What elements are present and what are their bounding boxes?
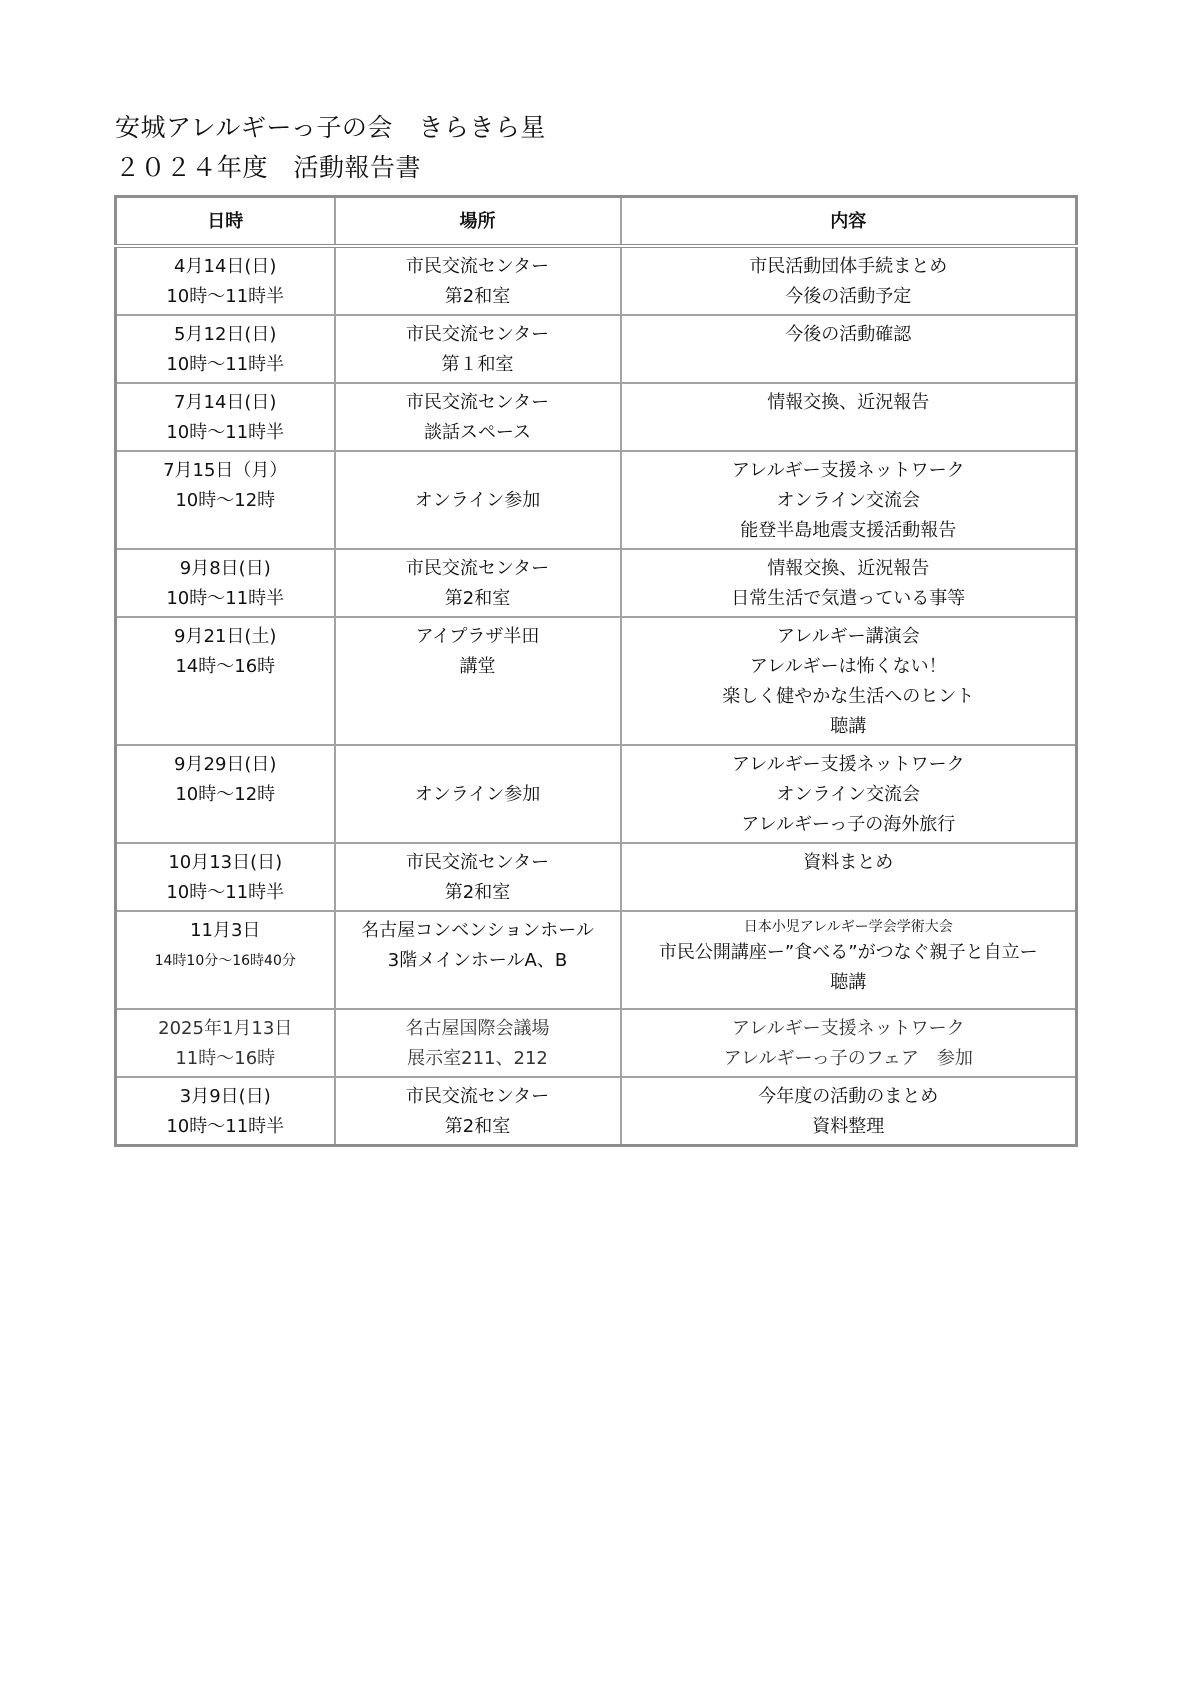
date-cell xyxy=(116,1009,335,1077)
content-line: 資料整理 xyxy=(812,1116,885,1137)
content-cell xyxy=(621,383,1077,451)
document-header xyxy=(115,108,1075,188)
table-row xyxy=(116,246,1077,315)
date-line: 7月15日（月） xyxy=(163,460,288,481)
content-line: 日常生活で気遣っている事等 xyxy=(731,588,966,609)
place-cell xyxy=(335,617,621,745)
time-line: 11時〜16時 xyxy=(175,1048,276,1069)
place-cell xyxy=(335,1009,621,1077)
content-cell xyxy=(621,315,1077,383)
date-line: 9月21日(土) xyxy=(174,626,277,647)
place-line: 展示室211、212 xyxy=(407,1048,548,1069)
content-line: 聴講 xyxy=(830,716,867,737)
place-line: 談話スペース xyxy=(423,422,532,443)
place-line: 第2和室 xyxy=(444,588,511,609)
table-row xyxy=(116,617,1077,745)
content-cell xyxy=(621,1077,1077,1146)
place-cell xyxy=(335,451,621,549)
content-cell xyxy=(621,1009,1077,1077)
date-line: 4月14日(日) xyxy=(174,256,277,277)
content-line: 楽しく健やかな生活へのヒント xyxy=(722,686,975,707)
content-line: アレルギーっ子の海外旅行 xyxy=(741,814,956,835)
place-line: オンライン参加 xyxy=(414,784,541,805)
content-line: アレルギー支援ネットワーク xyxy=(731,460,965,481)
content-cell xyxy=(621,617,1077,745)
date-line: 3月9日(日) xyxy=(179,1086,271,1107)
place-line: 第１和室 xyxy=(441,354,514,375)
place-line: 市民交流センター xyxy=(405,1086,550,1107)
content-line: 能登半島地震支援活動報告 xyxy=(740,520,957,541)
date-line: 10月13日(日) xyxy=(168,852,283,873)
date-cell xyxy=(116,617,335,745)
time-line: 10時〜11時半 xyxy=(166,588,285,609)
date-cell xyxy=(116,1077,335,1146)
date-cell xyxy=(116,911,335,1009)
content-cell xyxy=(621,911,1077,1009)
content-line: 今後の活動確認 xyxy=(785,324,912,345)
content-cell xyxy=(621,246,1077,315)
table-row xyxy=(116,383,1077,451)
place-line: 3階メインホールA、B xyxy=(387,950,568,971)
content-line: 市民公開講座ー”食べる”がつなぐ親子と自立ー xyxy=(658,942,1038,963)
time-line: 10時〜11時半 xyxy=(166,882,285,903)
content-line: アレルギー講演会 xyxy=(776,626,920,647)
time-line: 10時〜11時半 xyxy=(166,286,285,307)
place-cell xyxy=(335,246,621,315)
place-line: 市民交流センター xyxy=(405,256,550,277)
table-row xyxy=(116,315,1077,383)
content-line: 資料まとめ xyxy=(803,852,894,873)
content-line: 日本小児アレルギー学会学術大会 xyxy=(743,919,953,935)
place-line: アイプラザ半田 xyxy=(415,626,540,647)
content-line: アレルギーっ子のフェア 参加 xyxy=(723,1048,973,1069)
content-line: 情報交換、近況報告 xyxy=(767,392,930,413)
date-cell xyxy=(116,315,335,383)
content-line: アレルギー支援ネットワーク xyxy=(731,754,965,775)
content-line: 市民活動団体手続まとめ xyxy=(749,256,948,277)
place-cell xyxy=(335,549,621,617)
place-cell xyxy=(335,383,621,451)
date-cell xyxy=(116,383,335,451)
table-row xyxy=(116,745,1077,843)
content-line: オンライン交流会 xyxy=(776,490,920,511)
place-line: 講堂 xyxy=(459,656,496,677)
table-row xyxy=(116,1009,1077,1077)
place-cell xyxy=(335,315,621,383)
date-line: 5月12日(日) xyxy=(174,324,277,345)
place-cell xyxy=(335,745,621,843)
date-cell xyxy=(116,843,335,911)
place-line: 市民交流センター xyxy=(405,852,550,873)
time-line: 10時〜12時 xyxy=(175,490,276,511)
place-line: 市民交流センター xyxy=(405,558,550,579)
place-cell xyxy=(335,1077,621,1146)
time-line: 10時〜11時半 xyxy=(166,354,285,375)
date-cell xyxy=(116,451,335,549)
date-cell xyxy=(116,745,335,843)
table-row xyxy=(116,451,1077,549)
date-line: 7月14日(日) xyxy=(174,392,277,413)
content-cell xyxy=(621,745,1077,843)
date-cell xyxy=(116,246,335,315)
report-title: ２０２４年度 活動報告書 xyxy=(115,153,422,182)
place-line: オンライン参加 xyxy=(414,490,541,511)
table-row xyxy=(116,549,1077,617)
time-line: 14時〜16時 xyxy=(175,656,276,677)
content-line: アレルギー支援ネットワーク xyxy=(731,1018,965,1039)
date-cell xyxy=(116,549,335,617)
place-cell xyxy=(335,843,621,911)
content-line: 聴講 xyxy=(830,972,867,993)
place-line: 第2和室 xyxy=(444,286,511,307)
date-line: 9月8日(日) xyxy=(179,558,271,579)
place-line: 名古屋国際会議場 xyxy=(405,1018,550,1039)
content-cell xyxy=(621,451,1077,549)
time-line: 10時〜11時半 xyxy=(166,422,285,443)
place-line: 市民交流センター xyxy=(405,392,550,413)
place-cell xyxy=(335,911,621,1009)
content-line: 今後の活動予定 xyxy=(785,286,912,307)
header-place: 場所 xyxy=(335,197,621,247)
content-line: 今年度の活動のまとめ xyxy=(758,1086,939,1107)
table-row xyxy=(116,843,1077,911)
place-line: 市民交流センター xyxy=(405,324,550,345)
table-header-row xyxy=(116,197,1077,247)
content-line: 情報交換、近況報告 xyxy=(767,558,930,579)
time-line: 10時〜11時半 xyxy=(166,1116,285,1137)
content-cell xyxy=(621,549,1077,617)
place-line: 第2和室 xyxy=(444,1116,511,1137)
date-line: 9月29日(日) xyxy=(174,754,277,775)
time-line: 10時〜12時 xyxy=(175,784,276,805)
place-line: 名古屋コンベンションホール xyxy=(361,920,594,941)
organization-title: 安城アレルギーっ子の会 きらきら星 xyxy=(115,113,546,142)
content-line: オンライン交流会 xyxy=(776,784,920,805)
date-line: 11月3日 xyxy=(190,920,261,941)
table-row xyxy=(116,911,1077,1009)
date-line: 2025年1月13日 xyxy=(158,1018,293,1039)
content-cell xyxy=(621,843,1077,911)
time-line: 14時10分〜16時40分 xyxy=(154,953,296,969)
place-line: 第2和室 xyxy=(444,882,511,903)
table-row xyxy=(116,1077,1077,1146)
content-line: アレルギーは怖くない！ xyxy=(749,656,947,677)
header-content: 内容 xyxy=(621,197,1077,247)
activity-report-table xyxy=(114,195,1078,1147)
header-date: 日時 xyxy=(116,197,335,247)
